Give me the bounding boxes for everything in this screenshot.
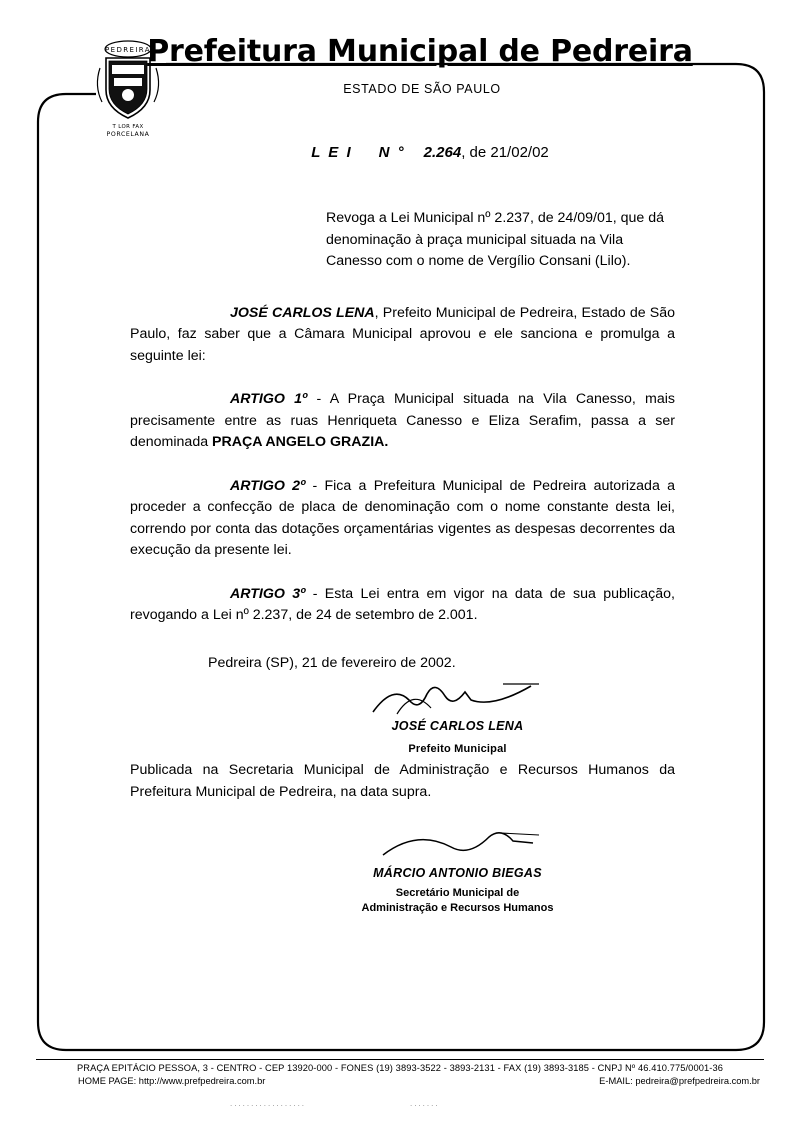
place-and-date: Pedreira (SP), 21 de fevereiro de 2002. [208, 654, 456, 671]
svg-text:PEDREIRA: PEDREIRA [105, 46, 151, 54]
article-1-label: ARTIGO 1º [230, 391, 308, 407]
law-label: L E I [311, 144, 353, 161]
signature-role-secretary-line1: Secretário Municipal de [395, 886, 520, 899]
footer-address: PRAÇA EPITÁCIO PESSOA, 3 - CENTRO - CEP 13920-000 - FONES (19) 3893-3522 - 3893-2131 - FAX (19) 3893-3185 - CNPJ Nº 46.410.775/0001-36 [76, 1063, 724, 1073]
law-date: , de 21/02/02 [461, 144, 549, 161]
signature-scribble-secretary [240, 825, 675, 863]
svg-text:PORCELANA: PORCELANA [106, 131, 150, 138]
law-number-label: N ° [378, 144, 406, 161]
footer-divider [36, 1059, 764, 1060]
signature-name-mayor: JOSÉ CARLOS LENA [391, 719, 524, 733]
publication-paragraph: Publicada na Secretaria Municipal de Administração e Recursos Humanos da Prefeitura Municipal de Pedreira, na data supra. [130, 762, 675, 800]
footer-contacts [0, 1076, 800, 1108]
signature-role-mayor: Prefeito Municipal [408, 742, 507, 755]
svg-text:T LOR FAX: T LOR FAX [112, 124, 144, 130]
document-footer [0, 1059, 800, 1108]
footer-email[interactable]: E-MAIL: pedreira@prefpedreira.com.br [599, 1076, 760, 1086]
ementa-paragraph: Revoga a Lei Municipal nº 2.237, de 24/09/01, que dá denominação à praça municipal situada na Vila Canesso com o nome de Vergílio Consani (Lilo). [326, 210, 665, 269]
article-2-label: ARTIGO 2º [230, 477, 306, 494]
article-2 [130, 476, 675, 562]
scan-artifact-left: .................. [230, 1099, 307, 1108]
article-1-highlight: PRAÇA ANGELO GRAZIA. [212, 434, 389, 450]
article-3 [130, 584, 675, 627]
article-1-text: - A Praça Municipal situada na Vila Canesso, mais precisamente entre as ruas Henriqueta Canesso e Eliza Serafim, passa a ser denominada [130, 391, 675, 450]
article-3-text: - Esta Lei entra em vigor na data de sua publicação, revogando a Lei nº 2.237, de 24 de setembro de 2.001. [130, 585, 675, 623]
document-body [130, 208, 675, 915]
article-1 [130, 389, 675, 454]
scan-artifact-right: ....... [410, 1099, 440, 1108]
mayor-name: JOSÉ CARLOS LENA [230, 304, 375, 321]
law-number-line [0, 144, 800, 161]
law-number: 2.264 [423, 144, 462, 161]
article-2-text: - Fica a Prefeitura Municipal de Pedreira autorizada a proceder a confecção de placa de denominação com o nome constante desta lei, correndo por conta das dotações orçamentárias vigentes as despesas decorrentes da execução da presente lei. [130, 477, 675, 558]
preamble-text: , Prefeito Municipal de Pedreira, Estado de São Paulo, faz saber que a Câmara Municipal aprovou e ele sanciona e promulga a seguinte lei: [130, 304, 675, 364]
document-header [0, 34, 800, 96]
signature-role-secretary-line2: Administração e Recursos Humanos [361, 901, 554, 914]
signature-name-secretary: MÁRCIO ANTONIO BIEGAS [373, 866, 542, 880]
state-subtitle: ESTADO DE SÃO PAULO [343, 82, 501, 96]
signature-block-secretary [130, 825, 675, 915]
page-title: Prefeitura Municipal de Pedreira [147, 34, 693, 69]
footer-homepage[interactable]: HOME PAGE: http://www.prefpedreira.com.br [78, 1076, 266, 1086]
article-3-label: ARTIGO 3º [230, 585, 306, 602]
signature-block-mayor [130, 678, 675, 760]
signature-scribble-mayor [240, 678, 675, 716]
preamble-paragraph [130, 303, 675, 368]
